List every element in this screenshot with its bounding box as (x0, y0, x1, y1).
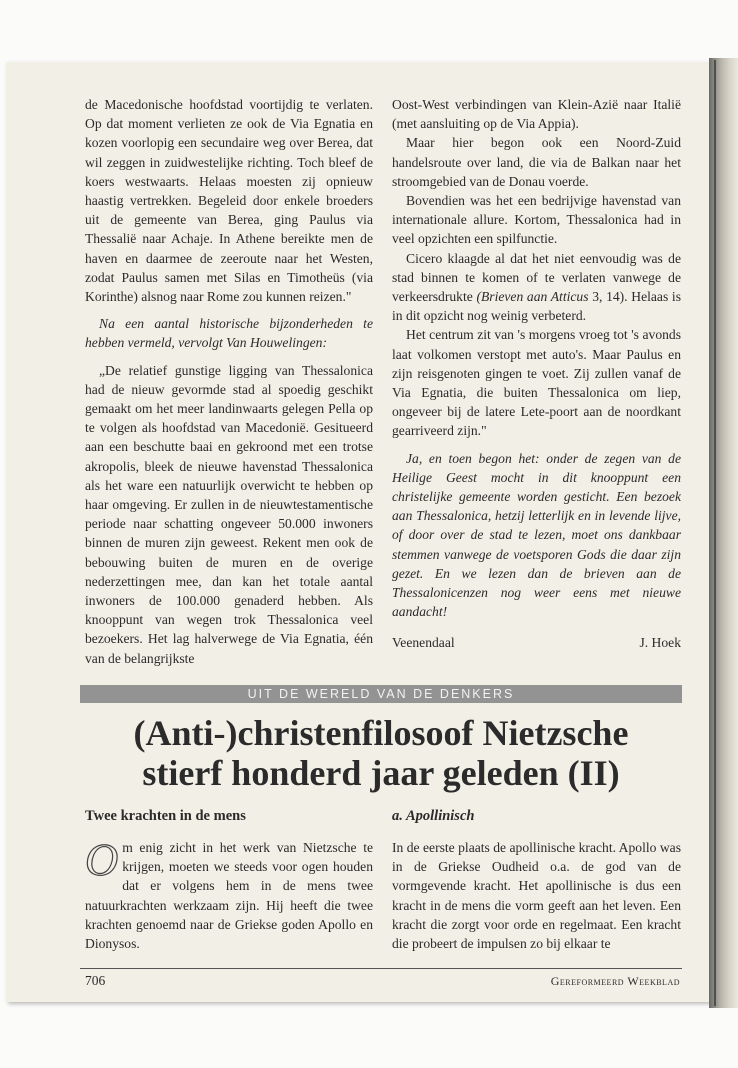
closing-italic: Ja, en toen begon het: onder de zegen van de Heilige Geest mocht in dit knooppunt een christelijke gemeente worden gesticht. Een bezoek aan Thessalonica, hetzij letterlijk en in levende lijve, of door over de stad te lezen, moet ons dankbaar stemmen vanwege de voetsporen Gods die daar zijn gezet. En we lezen dan de brieven aan de Thessalonicenzen nog weer eens met nieuwe aandacht! (392, 450, 681, 620)
paragraph: Het centrum zit van 's morgens vroeg tot 's avonds laat volkomen verstopt met auto's. Maar Paulus en zijn reisgenoten gingen te voet. Zij zullen vanaf de Via Egnatia, die buiten Thessalonica om liep, ongeveer bij de latere Lete-poort aan de noordkant gearriveerd zijn." (392, 327, 681, 439)
paragraph-text: m enig zicht in het werk van Nietzsche te krijgen, moeten we steeds voor ogen houden dat er volgens hem in de mens twee natuurkrachten werkzaam zijn. Hij heeft die twee krachten genoemd naar de Griekse goden Apollo en Dionysos. (85, 840, 373, 952)
section-banner: UIT DE WERELD VAN DE DENKERS (80, 685, 682, 703)
paragraph: In de eerste plaats de apollinische kracht. Apollo was in de Griekse Oudheid o.a. de god van de vormgevende kracht. Het apollinische is dus een kracht in de mens die vorm geeft aan het leven. Een kracht die zorgt voor orde en regelmaat. Een kracht die probeert de impulsen zo bij elkaar te (392, 840, 681, 952)
author: J. Hoek (639, 635, 681, 651)
paragraph: Maar hier begon ook een Noord-Zuid handelsroute over land, die via de Balkan naar het stroomgebied van de Donau voerde. (392, 135, 681, 189)
paragraph: de Macedonische hoofdstad voortijdig te verlaten. Op dat moment verlieten ze ook de Via Egnatia en kozen voorlopig een secundaire weg over Berea, dat wil zeggen in zuidwestelijke richting. Toch bleef de koers westwaarts. Helaas moesten zij opnieuw haastig vertrekken. Begeleid door enkele broeders uit de gemeente van Berea, ging Paulus via Thessalië naar Achaje. In Athene bereikte men de haven en daarmee de zeeroute naar het Westen, zodat Paulus samen met Silas en Timotheüs (via Korinthe) alsnog naar Rome zou kunnen reizen." (85, 97, 373, 305)
article2-left-column (85, 834, 373, 953)
title-line-2: stierf honderd jaar geleden (II) (142, 753, 620, 793)
page-number: 706 (85, 973, 106, 988)
article2-right-column (392, 838, 681, 953)
subheading-right: a. Apollinisch (392, 808, 475, 824)
paragraph (85, 834, 373, 953)
article1-left-column (85, 95, 373, 668)
binding-line (714, 60, 716, 1006)
paragraph-cicero (392, 249, 681, 326)
place: Veenendaal (392, 635, 455, 651)
article-title (80, 713, 682, 793)
drop-cap: O (85, 834, 119, 885)
intro-italic: Na een aantal historische bijzonderheden te hebben vermeld, vervolgt Van Houwelingen: (85, 316, 373, 351)
cicero-reference: (Brieven aan Atticus (476, 289, 589, 305)
article1-right-column (392, 95, 681, 653)
quote-paragraph: „De relatief gunstige ligging van Thessalonica had de nieuw gevormde stad al spoedig geschikt gemaakt om het meer landinwaarts gelegen Pella op te volgen als hoofdstad van Macedonië. Gesitueerd aan een beschutte baai en gekroond met een trotse akropolis, bleek de nieuwe havenstad Thessalonica als het ware een natuurlijk overwicht te hebben op haar omgeving. Er zullen in de nieuwtestamentische periode naar schatting ongeveer 50.000 inwoners binnen de muren zijn geweest. Rekent men ook de bebouwing buiten de muren en de overige nederzettingen mee, dan kan het totale aantal inwoners de 100.000 genaderd hebben. Als knooppunt van wegen trok Thessalonica veel bezoekers. Het lag halverwege de Via Egnatia, één van de belangrijkste (85, 362, 373, 666)
footer-rule (80, 968, 682, 969)
paragraph: Oost-West verbindingen van Klein-Azië naar Italië (met aansluiting op de Via Appia). (392, 97, 681, 132)
title-line-1: (Anti-)christenfilosoof Nietzsche (133, 713, 629, 753)
signature-line (392, 633, 681, 652)
subheading-left: Twee krachten in de mens (85, 808, 246, 824)
paragraph: Bovendien was het een bedrijvige havenstad van internationale allure. Kortom, Thessalonica had in veel opzichten een spilfunctie. (392, 193, 681, 247)
running-head: Gereformeerd Weekblad (550, 974, 680, 988)
cicero-text-end: 3, 14). Helaas is in dit opzicht nog weinig verbeterd. (392, 289, 681, 324)
cicero-text: Cicero klaagde al dat het niet eenvoudig was de stad binnen te komen of te verlaten vanwege de verkeersdrukte (392, 250, 681, 305)
